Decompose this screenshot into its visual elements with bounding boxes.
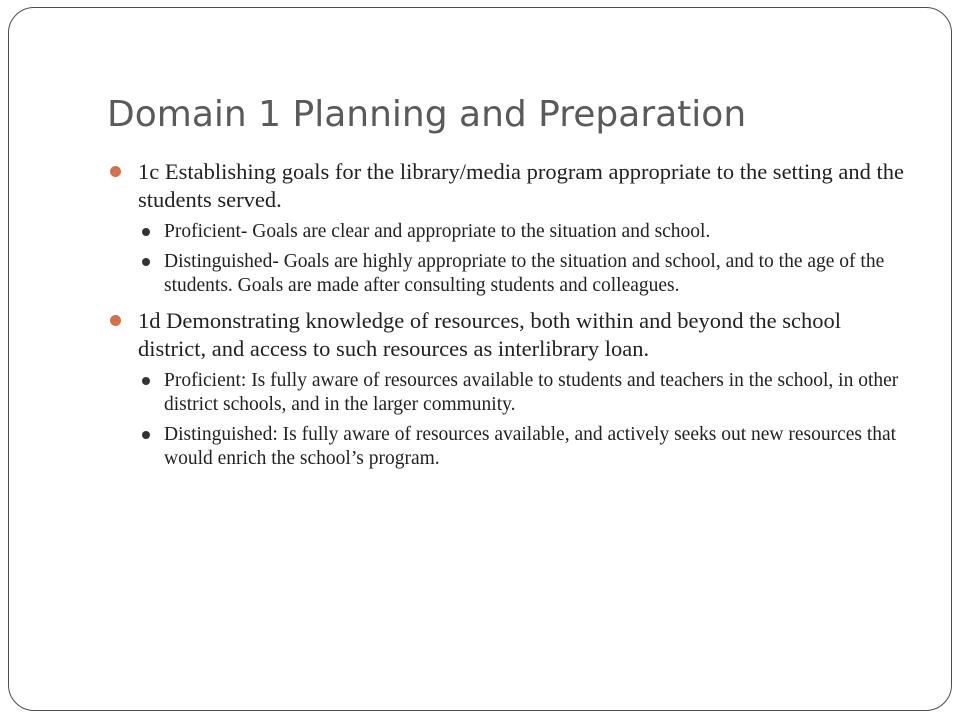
sub-bullet-text: Distinguished- Goals are highly appropriate to the situation and school, and to the age of the students. Goals are made after consulting students and colleagues. [164,250,885,296]
sub-bullet-proficient [138,369,908,418]
sub-bullet-distinguished [138,423,908,472]
sub-bullet-dot-icon [142,431,150,439]
sub-bullet-text: Proficient- Goals are clear and appropriate to the situation and school. [164,221,711,242]
sub-bullet-dot-icon [142,228,150,236]
sub-bullet-distinguished [138,250,908,299]
bullet-list [108,158,908,480]
sub-bullet-dot-icon [142,258,150,266]
bullet-item-1c [108,158,908,299]
bullet-dot-icon [110,166,121,177]
bullet-item-1d [108,307,908,472]
sub-bullet-dot-icon [142,377,150,385]
bullet-text: 1c Establishing goals for the library/media program appropriate to the setting and the students served. [138,159,905,212]
sub-bullet-list [138,369,908,472]
bullet-dot-icon [110,315,121,326]
sub-bullet-proficient [138,220,908,245]
sub-bullet-list [138,220,908,299]
sub-bullet-text: Proficient: Is fully aware of resources available to students and teachers in the school, in other district schools, and in the larger community. [164,369,899,415]
sub-bullet-text: Distinguished: Is fully aware of resources available, and actively seeks out new resources that would enrich the school’s program. [164,423,897,469]
bullet-text: 1d Demonstrating knowledge of resources, both within and beyond the school district, and access to such resources as interlibrary loan. [138,307,841,361]
slide-title: Domain 1 Planning and Preparation [107,94,747,135]
